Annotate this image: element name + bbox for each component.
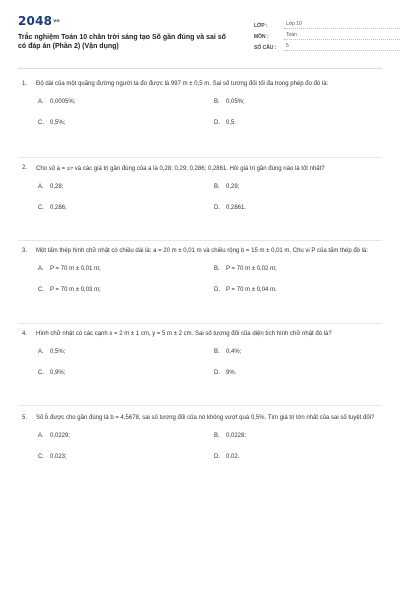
option-d[interactable] — [214, 204, 246, 214]
option-key: B. — [214, 432, 220, 439]
fraction: 2/7 — [66, 166, 74, 171]
option-text: 0,2861. — [226, 204, 247, 211]
option-key: D. — [214, 204, 220, 211]
question-5 — [22, 414, 378, 462]
option-c[interactable] — [38, 286, 101, 296]
option-text: P = 70 m ± 0,03 m; — [50, 286, 101, 293]
option-text: 0,0228; — [226, 432, 247, 439]
option-key: A. — [38, 183, 44, 190]
option-key: D. — [214, 369, 220, 376]
option-text: 0,0229; — [50, 432, 71, 439]
option-key: A. — [38, 432, 44, 439]
meta-info — [254, 18, 400, 51]
question-text-start: Cho số a = — [36, 166, 66, 172]
count-label: SỐ CÂU : — [254, 45, 277, 51]
option-a[interactable] — [38, 98, 75, 108]
option-key: D. — [214, 286, 220, 293]
question-options — [38, 265, 378, 295]
option-text: 0,0005%; — [50, 98, 76, 105]
option-b[interactable] — [214, 432, 246, 442]
option-key: C. — [38, 119, 44, 126]
option-b[interactable] — [214, 265, 277, 275]
option-text: 0,286; — [50, 204, 67, 211]
meta-class-row — [254, 18, 400, 29]
page-title: Trắc nghiệm Toán 10 chân trời sáng tạo Số gần đúng và sai số có đáp án (Phần 2) (Vận dụng) — [18, 34, 226, 50]
meta-subject-row — [254, 29, 400, 40]
option-c[interactable] — [38, 369, 65, 379]
option-key: B. — [214, 183, 220, 190]
option-text: 0,29; — [226, 183, 240, 190]
option-d[interactable] — [214, 119, 236, 129]
question-number: 3. — [22, 248, 28, 254]
question-divider — [18, 157, 382, 158]
logo-text: 2048 — [18, 14, 53, 28]
option-a[interactable] — [38, 432, 70, 442]
question-text: Hình chữ nhật có các cạnh x = 2 m ± 1 cm, y = 5 m ± 2 cm. Sai số tương đối của diện tích hình chữ nhật đó là? — [36, 331, 332, 337]
question-4 — [22, 330, 378, 378]
option-text: 0,023; — [50, 453, 67, 460]
logo-suffix: vn — [53, 19, 60, 24]
subject-value: Toán — [284, 32, 400, 40]
option-key: C. — [38, 453, 44, 460]
option-key: B. — [214, 265, 220, 272]
option-key: D. — [214, 453, 220, 460]
option-text: 0,5%; — [50, 348, 66, 355]
option-a[interactable] — [38, 183, 63, 193]
option-text: 0,28; — [50, 183, 64, 190]
subject-label: MÔN : — [254, 34, 269, 40]
option-text: 0,4%; — [226, 348, 242, 355]
class-value: Lớp 10 — [284, 21, 400, 29]
option-key: A. — [38, 265, 44, 272]
question-number: 5. — [22, 415, 28, 421]
question-divider — [18, 240, 382, 241]
meta-count-row — [254, 40, 400, 51]
question-text: Độ dài của một quãng đường người ta đo được là 997 m ± 0,5 m. Sai số tương đối tối đa trong phép đo đó là: — [36, 81, 329, 87]
option-key: C. — [38, 286, 44, 293]
option-text: 0,5. — [226, 119, 237, 126]
question-number: 4. — [22, 331, 28, 337]
question-divider — [18, 405, 382, 406]
option-d[interactable] — [214, 453, 239, 463]
class-label: LỚP : — [254, 23, 268, 29]
option-text: P = 70 m ± 0,01 m; — [50, 265, 101, 272]
option-text: 0,5%; — [50, 119, 66, 126]
option-key: A. — [38, 348, 44, 355]
option-key: D. — [214, 119, 220, 126]
option-key: B. — [214, 98, 220, 105]
option-b[interactable] — [214, 348, 241, 358]
question-2 — [22, 164, 378, 213]
option-text: 0,9%; — [50, 369, 66, 376]
option-c[interactable] — [38, 204, 67, 214]
option-text: P = 70 m ± 0,04 m. — [226, 286, 277, 293]
question-number: 2. — [22, 165, 28, 171]
question-number: 1. — [22, 81, 28, 87]
option-b[interactable] — [214, 98, 245, 108]
option-a[interactable] — [38, 265, 101, 275]
option-d[interactable] — [214, 369, 236, 379]
count-value: 5 — [284, 43, 400, 51]
option-b[interactable] — [214, 183, 239, 193]
option-key: C. — [38, 369, 44, 376]
option-c[interactable] — [38, 453, 67, 463]
question-options — [38, 348, 378, 378]
question-text: Một tấm thép hình chữ nhật có chiều dài là: a = 20 m ± 0,01 m và chiều rộng b = 15 m ± 0,01 m. Chu vi P của tấm thép đó là: — [36, 248, 369, 254]
option-a[interactable] — [38, 348, 65, 358]
option-d[interactable] — [214, 286, 277, 296]
option-text: 0,02. — [226, 453, 240, 460]
worksheet-header — [18, 14, 382, 51]
option-text: 0,05%; — [226, 98, 245, 105]
question-3 — [22, 247, 378, 295]
option-key: B. — [214, 348, 220, 355]
question-text — [36, 164, 378, 175]
question-text-end: và các giá trị gần đúng của a là 0,28; 0,29; 0,286; 0,2861. Hỏi giá trị gần đúng nào là tốt nhất? — [74, 166, 325, 172]
question-divider — [18, 323, 382, 324]
question-text: Số b̄ được cho gần đúng là b = 4,5678, sai số tương đối của nó không vượt quá 0,5%. Tìm giá trị lớn nhất của sai số tuyệt đối? — [36, 415, 375, 421]
option-text: P = 70 m ± 0,02 m; — [226, 265, 277, 272]
option-key: A. — [38, 98, 44, 105]
question-options — [38, 183, 378, 213]
header-divider — [18, 68, 382, 69]
question-1 — [22, 80, 378, 128]
option-c[interactable] — [38, 119, 65, 129]
option-key: C. — [38, 204, 44, 211]
question-options — [38, 98, 378, 128]
option-text: 9%. — [226, 369, 237, 376]
question-options — [38, 432, 378, 462]
